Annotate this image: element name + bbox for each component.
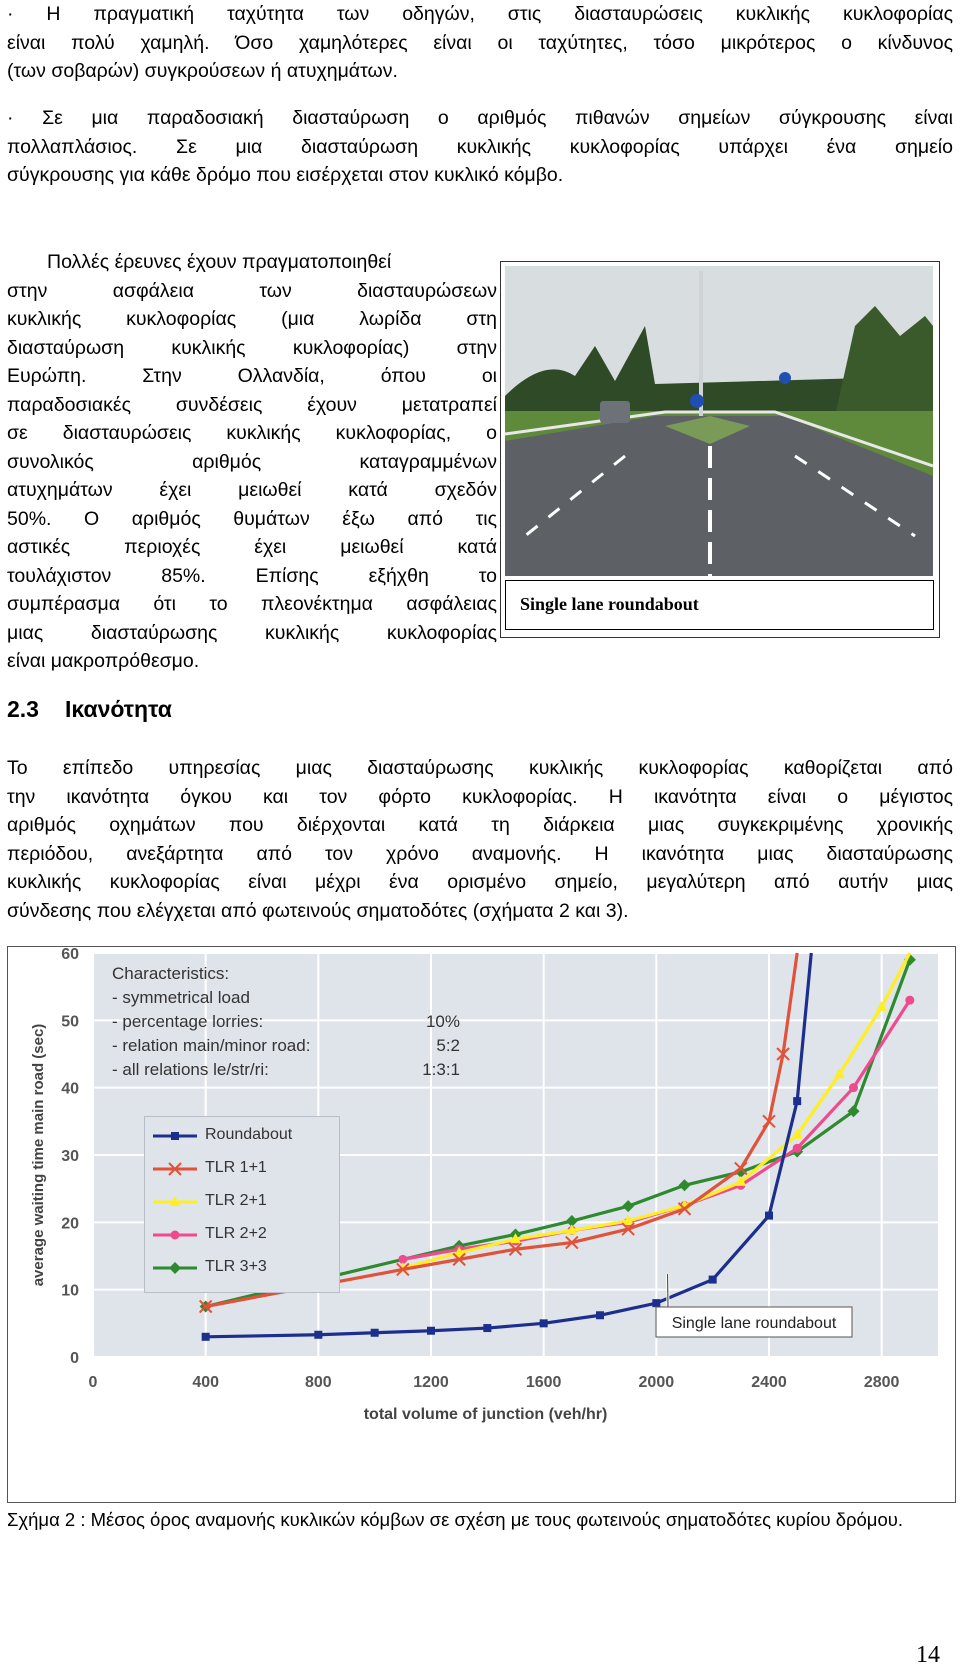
text-line: · Η πραγματική ταχύτητα των οδηγών, στις διασταυρώσεις κυκλικής κυκλοφορίας	[7, 3, 953, 25]
characteristics-title: Characteristics:	[112, 964, 230, 983]
legend-swatch-tlr-2-1	[151, 1192, 201, 1212]
annotation-label: Single lane roundabout	[671, 1315, 837, 1332]
legend-marker	[171, 1132, 179, 1140]
text-line: την ικανότητα όγκου και τον φόρτο κυκλοφορίας. Η ικανότητα είναι ο μέγιστος	[7, 785, 953, 808]
y-axis-label: average waiting time main road (sec)	[30, 1023, 47, 1287]
y-tick-label: 60	[61, 947, 79, 963]
figure-caption: Σχήμα 2 : Μέσος όρος αναμονής κυκλικών κόμβων σε σχέση με τους φωτεινούς σηματοδότες κυρίου δρόμου.	[7, 1509, 904, 1530]
text-line: περιόδου, ανεξάρτητα από τον χρόνο αναμονής. Η ικανότητα μιας διασταύρωσης	[7, 842, 953, 865]
x-tick-label: 2000	[638, 1374, 675, 1391]
characteristics-row	[112, 1034, 460, 1058]
legend-label: TLR 3+3	[205, 1258, 267, 1275]
legend-label: TLR 1+1	[205, 1159, 267, 1176]
text-line: 50%. Ο αριθμός θυμάτων έξω από τις	[7, 507, 497, 530]
y-tick-label: 0	[70, 1350, 79, 1367]
text-line: (των σοβαρών) συγκρούσεων ή ατυχημάτων.	[7, 60, 398, 82]
x-tick-label: 2800	[863, 1374, 900, 1391]
text-line: σύνδεσης που ελέγχεται από φωτεινούς σηματοδότες (σχήματα 2 και 3).	[7, 899, 629, 922]
photo-car	[600, 401, 630, 423]
text-line: συνολικός αριθμός καταγραμμένων	[7, 450, 497, 473]
legend-swatch-tlr-3-3	[151, 1258, 201, 1278]
characteristics-row	[112, 1058, 460, 1082]
text-line: αστικές περιοχές έχει μειωθεί κατά	[7, 536, 497, 558]
photo-caption: Single lane roundabout	[520, 594, 699, 614]
data-point	[202, 1333, 210, 1341]
y-tick-label: 10	[61, 1282, 79, 1300]
x-tick-label: 0	[88, 1374, 98, 1391]
characteristics-label: - all relations le/str/ri:	[112, 1060, 269, 1079]
y-tick-label: 30	[61, 1148, 79, 1165]
text-line: μιας διασταύρωσης κυκλικής κυκλοφορίας	[7, 621, 497, 644]
roundabout-photo-image	[505, 266, 933, 576]
text-line: σύγκρουσης για κάθε δρόμο που εισέρχεται στον κυκλικό κόμβο.	[7, 164, 564, 186]
characteristics-value: 10%	[425, 1012, 460, 1031]
text-line: · Σε μια παραδοσιακή διασταύρωση ο αριθμός πιθανών σημείων σύγκρουσης είναι	[7, 107, 953, 129]
legend-marker	[171, 1231, 180, 1240]
data-point	[314, 1331, 322, 1339]
y-tick-label: 40	[61, 1080, 79, 1098]
page-number: 14	[916, 1642, 940, 1668]
legend-label: TLR 2+1	[205, 1192, 267, 1209]
legend-marker	[169, 1262, 181, 1274]
characteristics-row	[112, 986, 460, 1010]
legend-swatch-roundabout	[151, 1126, 201, 1146]
data-point	[793, 1144, 802, 1153]
text-line: κυκλικής κυκλοφορίας είναι μέχρι ένα ορισμένο σημείο, μεγαλύτερη από αυτήν μιας	[7, 871, 953, 893]
data-point	[849, 1083, 858, 1092]
paragraph-capacity	[7, 754, 953, 925]
legend-swatch-tlr-1-1	[151, 1159, 201, 1179]
text-line: αριθμός οχημάτων που διέρχονται κατά τη διάρκεια μιας συγκεκριμένης χρονικής	[7, 814, 953, 836]
data-point	[540, 1319, 548, 1327]
photo-caption-box	[505, 580, 934, 630]
text-line: συμπέρασμα ότι το πλεονέκτημα ασφάλειας	[7, 593, 497, 615]
x-tick-label: 1200	[413, 1374, 449, 1391]
text-line: Πολλές έρευνες έχουν πραγματοποιηθεί	[47, 251, 392, 273]
text-line: διασταύρωση κυκλικής κυκλοφορίας) στην	[7, 336, 497, 359]
paragraph-conflict-points	[7, 104, 953, 190]
text-line: είναι μακροπρόθεσμο.	[7, 650, 200, 672]
data-point	[652, 1299, 660, 1307]
x-tick-label: 2400	[751, 1374, 787, 1391]
data-point	[765, 1212, 773, 1220]
characteristics-label: - relation main/minor road:	[112, 1036, 311, 1055]
legend-label: Roundabout	[205, 1126, 293, 1143]
text-line: είναι πολύ χαμηλή. Όσο χαμηλότερες είναι οι ταχύτητες, τόσο μικρότερος ο κίνδυνος	[7, 31, 953, 54]
x-tick-label: 800	[304, 1374, 332, 1391]
data-point	[709, 1276, 717, 1284]
text-line: κυκλικής κυκλοφορίας (μια λωρίδα στη	[7, 308, 497, 330]
section-title: Ικανότητα	[65, 696, 172, 722]
data-point	[483, 1324, 491, 1332]
paragraph-speed	[7, 0, 953, 86]
text-line: τουλάχιστον 85%. Επίσης εξήχθη το	[7, 564, 497, 587]
text-line: πολλαπλάσιος. Σε μια διασταύρωση κυκλικής κυκλοφορίας υπάρχει ένα σημείο	[7, 135, 953, 158]
text-line: Το επίπεδο υπηρεσίας μιας διασταύρωσης κυκλικής κυκλοφορίας καθορίζεται από	[7, 757, 953, 779]
legend-label: TLR 2+2	[205, 1225, 267, 1242]
text-line: σε διασταυρώσεις κυκλικής κυκλοφορίας, ο	[7, 422, 497, 444]
characteristics-label: - percentage lorries:	[112, 1012, 264, 1031]
text-line: στην ασφάλεια των διασταυρώσεων	[7, 279, 497, 302]
text-line: Ευρώπη. Στην Ολλανδία, όπου οι	[7, 365, 497, 387]
characteristics-value: 1:3:1	[422, 1060, 460, 1079]
paragraph-safety-research	[7, 248, 497, 676]
chart-legend	[144, 1116, 340, 1293]
characteristics-value: 5:2	[436, 1036, 460, 1055]
text-line: ατυχημάτων έχει μειωθεί κατά σχεδόν	[7, 479, 497, 501]
x-axis-label: total volume of junction (veh/hr)	[363, 1406, 608, 1423]
text-line: παραδοσιακές συνδέσεις έχουν μετατραπεί	[7, 393, 497, 416]
x-tick-label: 400	[192, 1374, 220, 1391]
x-tick-label: 1600	[525, 1374, 562, 1391]
data-point	[427, 1327, 435, 1335]
characteristics-label: - symmetrical load	[112, 988, 250, 1007]
chart-characteristics	[112, 962, 460, 1082]
section-heading	[7, 696, 172, 723]
data-point	[905, 996, 914, 1005]
characteristics-row	[112, 1010, 460, 1034]
data-point	[371, 1329, 379, 1337]
section-number: 2.3	[7, 696, 39, 722]
roundabout-photo	[500, 261, 940, 638]
legend-swatch-tlr-2-2	[151, 1225, 201, 1245]
data-point	[596, 1311, 604, 1319]
data-point	[793, 1097, 801, 1105]
y-tick-label: 20	[61, 1215, 79, 1233]
y-tick-label: 50	[61, 1013, 79, 1031]
